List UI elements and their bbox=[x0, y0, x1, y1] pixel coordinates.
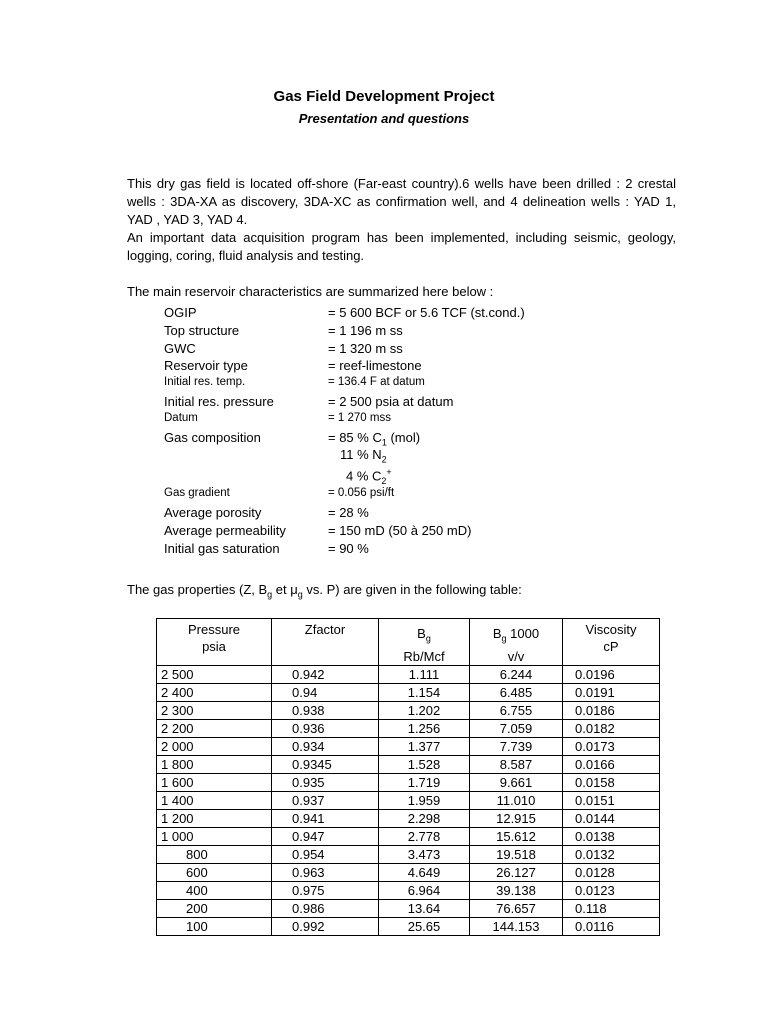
table-row bbox=[157, 755, 660, 773]
header-bg1000 bbox=[470, 619, 563, 666]
cell-pressure: 1 400 bbox=[157, 791, 272, 809]
table-row bbox=[157, 845, 660, 863]
cell-viscosity: 0.0166 bbox=[563, 755, 660, 773]
header-bg1000-letter: B bbox=[492, 626, 502, 641]
cell-zfactor: 0.963 bbox=[272, 863, 379, 881]
cell-bg1000: 144.153 bbox=[470, 917, 563, 935]
characteristic-label: Initial res. pressure bbox=[164, 393, 274, 409]
table-row bbox=[157, 737, 660, 755]
cell-bg1000: 7.059 bbox=[470, 719, 563, 737]
characteristic-label: Top structure bbox=[164, 322, 240, 338]
table-row bbox=[157, 773, 660, 791]
cell-viscosity: 0.0158 bbox=[563, 773, 660, 791]
table-row bbox=[157, 683, 660, 701]
intro-paragraph-2: An important data acquisition program has been implemented, including seismic, geology, logging, coring, fluid analysis and testing. bbox=[127, 230, 676, 263]
characteristic-label: Average porosity bbox=[164, 505, 262, 521]
cell-pressure: 2 300 bbox=[157, 701, 272, 719]
cell-bg1000: 6.755 bbox=[470, 701, 563, 719]
cell-zfactor: 0.975 bbox=[272, 881, 379, 899]
header-bg-letter: B bbox=[417, 626, 426, 641]
cell-pressure: 1 200 bbox=[157, 809, 272, 827]
table-row bbox=[157, 791, 660, 809]
cell-pressure: 2 000 bbox=[157, 737, 272, 755]
characteristic-label: Reservoir type bbox=[164, 358, 248, 374]
cell-bg1000: 6.244 bbox=[470, 665, 563, 683]
table-row bbox=[157, 827, 660, 845]
characteristic-label: GWC bbox=[164, 340, 196, 356]
characteristic-label: OGIP bbox=[164, 305, 197, 320]
characteristic-value: = 1 320 m ss bbox=[328, 340, 403, 356]
cell-zfactor: 0.938 bbox=[272, 701, 379, 719]
intro-paragraph-1: This dry gas field is located off-shore (Far-east country).6 wells have been drilled : 2 crestal wells : 3DA-XA as discovery, 3DA-XC as confirmation well, and 4 delineation wells : YAD 1, YAD , YAD 3, YAD 4. bbox=[127, 176, 676, 227]
cell-viscosity: 0.0196 bbox=[563, 665, 660, 683]
characteristic-label: Datum bbox=[164, 411, 198, 424]
cell-pressure: 2 500 bbox=[157, 665, 272, 683]
characteristic-value bbox=[328, 430, 420, 448]
header-bg bbox=[379, 619, 470, 666]
cell-zfactor: 0.9345 bbox=[272, 755, 379, 773]
header-pressure-line1: Pressure bbox=[187, 622, 241, 637]
value-prefix: 4 % C bbox=[346, 468, 382, 484]
document-subtitle: Presentation and questions bbox=[298, 111, 470, 126]
header-bg1000-rest: 1000 bbox=[506, 626, 540, 641]
cell-pressure: 2 400 bbox=[157, 683, 272, 701]
cell-viscosity: 0.0191 bbox=[563, 683, 660, 701]
characteristic-value: = 150 mD (50 à 250 mD) bbox=[328, 522, 472, 538]
cell-bg: 3.473 bbox=[379, 845, 470, 863]
value-superscript: + bbox=[386, 467, 392, 478]
header-bg1000-line1 bbox=[474, 621, 558, 648]
cell-viscosity: 0.0186 bbox=[563, 701, 660, 719]
characteristic-value: = 136.4 F at datum bbox=[328, 376, 425, 389]
cell-bg: 1.111 bbox=[379, 665, 470, 683]
characteristic-value: = reef-limestone bbox=[328, 358, 422, 374]
cell-viscosity: 0.0123 bbox=[563, 881, 660, 899]
cell-zfactor: 0.941 bbox=[272, 809, 379, 827]
table-intro-mid: et μ bbox=[272, 582, 298, 597]
cell-bg: 1.202 bbox=[379, 701, 470, 719]
characteristic-value: = 90 % bbox=[328, 540, 369, 556]
table-header-row bbox=[157, 619, 660, 666]
header-bg-sub: g bbox=[425, 633, 431, 644]
header-zfactor-label: Zfactor bbox=[304, 622, 346, 637]
cell-viscosity: 0.0116 bbox=[563, 917, 660, 935]
table-intro-sub1: g bbox=[267, 589, 273, 600]
cell-bg: 1.528 bbox=[379, 755, 470, 773]
cell-bg: 6.964 bbox=[379, 881, 470, 899]
cell-zfactor: 0.94 bbox=[272, 683, 379, 701]
cell-bg: 2.778 bbox=[379, 827, 470, 845]
header-viscosity-line1: Viscosity bbox=[585, 622, 637, 637]
header-bg-line1 bbox=[383, 621, 465, 648]
cell-bg1000: 76.657 bbox=[470, 899, 563, 917]
cell-zfactor: 0.937 bbox=[272, 791, 379, 809]
table-row bbox=[157, 899, 660, 917]
cell-viscosity: 0.0138 bbox=[563, 827, 660, 845]
cell-bg1000: 19.518 bbox=[470, 845, 563, 863]
table-body bbox=[157, 665, 660, 935]
value-suffix: (mol) bbox=[386, 429, 421, 445]
cell-pressure: 2 200 bbox=[157, 719, 272, 737]
characteristic-value: = 28 % bbox=[328, 505, 369, 521]
header-zfactor bbox=[272, 619, 379, 666]
table-intro-sub2: g bbox=[297, 589, 303, 600]
characteristic-value bbox=[346, 467, 392, 486]
value-subscript: 2 bbox=[381, 454, 387, 465]
cell-zfactor: 0.986 bbox=[272, 899, 379, 917]
table-row bbox=[157, 665, 660, 683]
cell-bg: 13.64 bbox=[379, 899, 470, 917]
cell-viscosity: 0.118 bbox=[563, 899, 660, 917]
cell-bg1000: 15.612 bbox=[470, 827, 563, 845]
characteristic-value: = 0.056 psi/ft bbox=[328, 487, 395, 500]
cell-zfactor: 0.935 bbox=[272, 773, 379, 791]
cell-viscosity: 0.0132 bbox=[563, 845, 660, 863]
cell-viscosity: 0.0151 bbox=[563, 791, 660, 809]
document-title: Gas Field Development Project bbox=[273, 88, 495, 105]
cell-bg1000: 11.010 bbox=[470, 791, 563, 809]
characteristic-value: = 5 600 BCF or 5.6 TCF (st.cond.) bbox=[328, 305, 525, 320]
value-subscript: 2 bbox=[381, 476, 387, 487]
cell-bg: 25.65 bbox=[379, 917, 470, 935]
cell-zfactor: 0.954 bbox=[272, 845, 379, 863]
cell-bg: 1.154 bbox=[379, 683, 470, 701]
table-row bbox=[157, 701, 660, 719]
value-prefix: = 85 % C bbox=[328, 429, 382, 445]
summary-intro: The main reservoir characteristics are summarized here below : bbox=[127, 284, 494, 299]
cell-bg1000: 6.485 bbox=[470, 683, 563, 701]
cell-bg1000: 26.127 bbox=[470, 863, 563, 881]
cell-bg1000: 8.587 bbox=[470, 755, 563, 773]
cell-pressure: 400 bbox=[157, 881, 272, 899]
cell-bg: 1.256 bbox=[379, 719, 470, 737]
cell-viscosity: 0.0182 bbox=[563, 719, 660, 737]
gas-properties-table bbox=[156, 618, 660, 936]
cell-bg: 4.649 bbox=[379, 863, 470, 881]
header-bg1000-unit: v/v bbox=[507, 648, 525, 664]
table-row bbox=[157, 719, 660, 737]
table-row bbox=[157, 881, 660, 899]
cell-bg: 1.719 bbox=[379, 773, 470, 791]
table-row bbox=[157, 863, 660, 881]
cell-pressure: 1 600 bbox=[157, 773, 272, 791]
cell-viscosity: 0.0128 bbox=[563, 863, 660, 881]
characteristic-label: Gas composition bbox=[164, 429, 261, 445]
cell-bg: 1.959 bbox=[379, 791, 470, 809]
table-intro bbox=[127, 581, 522, 604]
cell-zfactor: 0.992 bbox=[272, 917, 379, 935]
characteristic-label: Initial res. temp. bbox=[164, 376, 246, 389]
cell-bg1000: 39.138 bbox=[470, 881, 563, 899]
cell-pressure: 1 000 bbox=[157, 827, 272, 845]
cell-bg: 2.298 bbox=[379, 809, 470, 827]
cell-viscosity: 0.0173 bbox=[563, 737, 660, 755]
table-row bbox=[157, 809, 660, 827]
cell-pressure: 200 bbox=[157, 899, 272, 917]
table-intro-after: vs. P) are given in the following table: bbox=[302, 582, 522, 597]
header-pressure-line2: psia bbox=[202, 639, 226, 654]
header-pressure bbox=[157, 619, 272, 666]
characteristic-value bbox=[340, 447, 387, 465]
header-viscosity bbox=[563, 619, 660, 666]
characteristic-label: Initial gas saturation bbox=[164, 540, 280, 556]
characteristic-label: Gas gradient bbox=[164, 487, 230, 500]
header-viscosity-line2: cP bbox=[603, 639, 619, 654]
cell-zfactor: 0.934 bbox=[272, 737, 379, 755]
cell-bg1000: 7.739 bbox=[470, 737, 563, 755]
characteristic-value: = 1 196 m ss bbox=[328, 322, 403, 338]
cell-bg: 1.377 bbox=[379, 737, 470, 755]
header-bg-unit: Rb/Mcf bbox=[403, 648, 445, 664]
cell-pressure: 1 800 bbox=[157, 755, 272, 773]
table-row bbox=[157, 917, 660, 935]
cell-pressure: 800 bbox=[157, 845, 272, 863]
header-bg1000-sub: g bbox=[501, 633, 507, 644]
value-subscript: 1 bbox=[381, 437, 387, 448]
cell-zfactor: 0.947 bbox=[272, 827, 379, 845]
table-intro-before: The gas properties (Z, B bbox=[127, 582, 268, 597]
cell-pressure: 100 bbox=[157, 917, 272, 935]
intro-text bbox=[127, 175, 676, 265]
value-prefix: 11 % N bbox=[340, 447, 382, 463]
cell-viscosity: 0.0144 bbox=[563, 809, 660, 827]
cell-zfactor: 0.936 bbox=[272, 719, 379, 737]
characteristic-value: = 2 500 psia at datum bbox=[328, 393, 454, 409]
characteristic-value: = 1 270 mss bbox=[328, 411, 391, 424]
cell-bg1000: 9.661 bbox=[470, 773, 563, 791]
cell-bg1000: 12.915 bbox=[470, 809, 563, 827]
cell-zfactor: 0.942 bbox=[272, 665, 379, 683]
cell-pressure: 600 bbox=[157, 863, 272, 881]
characteristic-label: Average permeability bbox=[164, 522, 286, 538]
